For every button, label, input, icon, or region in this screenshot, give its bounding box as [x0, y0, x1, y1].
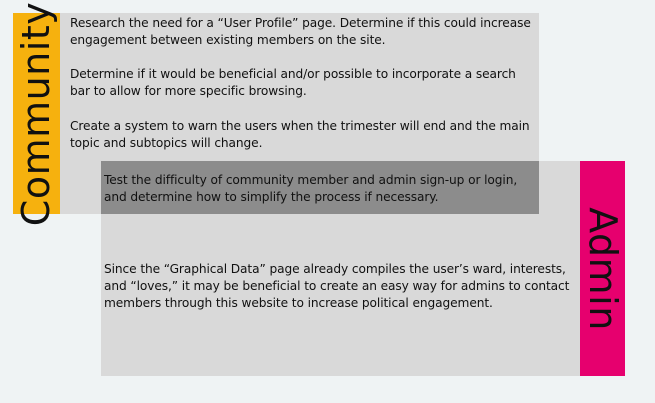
admin-label-bar	[580, 161, 625, 376]
admin-note-contact: Since the “Graphical Data” page already compiles the user’s ward, interests, and “loves,” it may be beneficial to create an easy way for admins to contact members through this website to increase political engagement.	[104, 262, 570, 310]
community-label-bar	[13, 1, 60, 226]
community-note-search: Determine if it would be beneficial and/or possible to incorporate a search bar to allow for more specific browsing.	[70, 67, 516, 98]
community-note-profile: Research the need for a “User Profile” page. Determine if this could increase engagement between existing members on the site.	[70, 16, 531, 47]
community-label: Community	[14, 1, 59, 226]
community-note-trimester: Create a system to warn the users when the trimester will end and the main topic and subtopics will change.	[70, 119, 530, 150]
shared-note-signup: Test the difficulty of community member and admin sign-up or login, and determine how to simplify the process if necessary.	[104, 173, 518, 204]
admin-label: Admin	[580, 206, 625, 331]
